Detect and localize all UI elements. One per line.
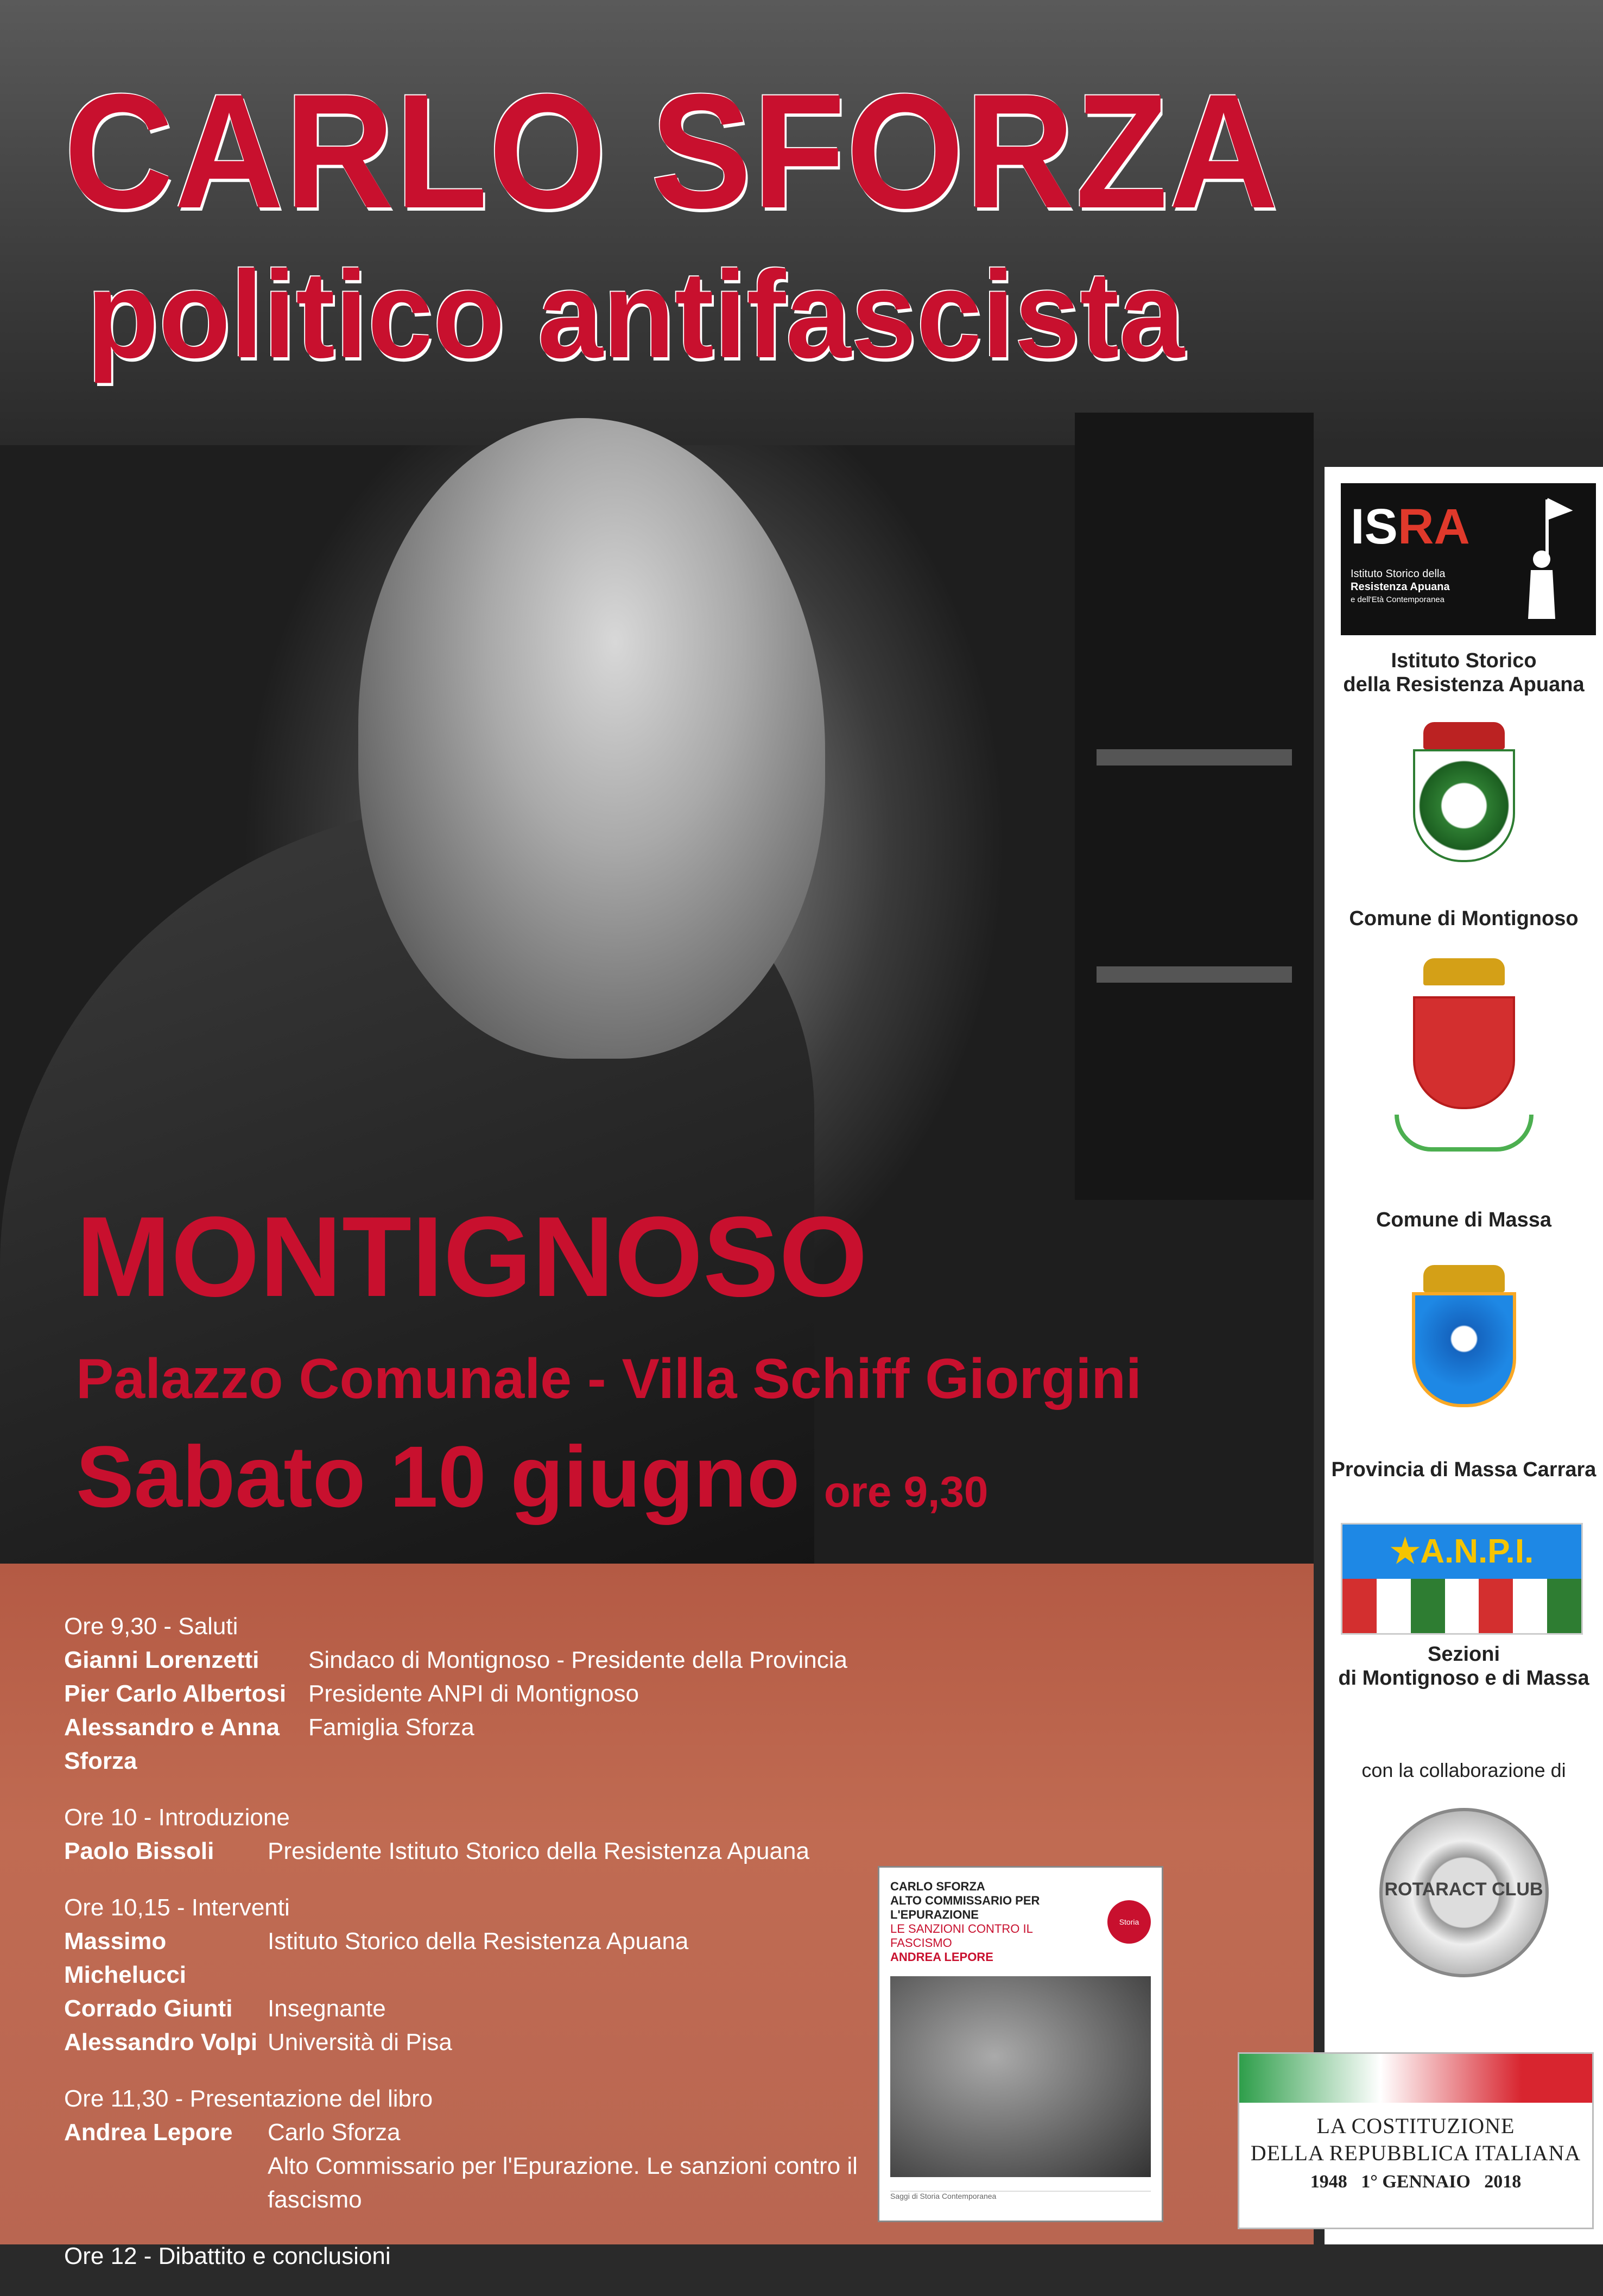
isra-mark-b: RA bbox=[1397, 499, 1470, 554]
costituzione-logo bbox=[1238, 2052, 1594, 2229]
isra-caption-line: Istituto Storico bbox=[1391, 649, 1537, 672]
laurel-wreath-icon bbox=[1395, 1115, 1534, 1152]
event-venue: Palazzo Comunale - Villa Schiff Giorgini bbox=[76, 1348, 1142, 1411]
book-series-badge bbox=[1107, 1900, 1151, 1944]
book-title bbox=[890, 1880, 1069, 1964]
provincia-caption: Provincia di Massa Carrara bbox=[1331, 1458, 1596, 1481]
book-subtitle: Alto Commissario per l'Epurazione. Le sanzioni contro il fascismo bbox=[268, 2153, 858, 2213]
program-section-title: Ore 10 - Introduzione bbox=[64, 1804, 290, 1831]
costituzione-line: LA COSTITUZIONE bbox=[1316, 2114, 1515, 2138]
book-author: ANDREA LEPORE bbox=[890, 1950, 993, 1964]
anpi-caption bbox=[1325, 1642, 1603, 1690]
program-list bbox=[64, 1610, 878, 2296]
book-cover bbox=[879, 1868, 1162, 2221]
program-section-title: Ore 9,30 - Saluti bbox=[64, 1613, 238, 1640]
speaker-name: Massimo Michelucci bbox=[64, 1928, 186, 1988]
crown-icon bbox=[1423, 722, 1505, 749]
book-line: ALTO COMMISSARIO PER L'EPURAZIONE bbox=[890, 1894, 1040, 1921]
isra-sub bbox=[1351, 567, 1450, 606]
program-section bbox=[64, 2240, 878, 2273]
speaker-role: Carlo Sforza bbox=[268, 2119, 401, 2146]
collab-label: con la collaborazione di bbox=[1361, 1759, 1566, 1781]
provincia-crest-icon bbox=[1412, 1292, 1516, 1407]
shelf-board bbox=[1097, 749, 1292, 766]
isra-caption-line: della Resistenza Apuana bbox=[1343, 673, 1585, 696]
tricolore-wave-icon bbox=[1239, 2054, 1592, 2103]
page-title: CARLO SFORZA bbox=[64, 60, 1279, 242]
page-subtitle: politico antifascista bbox=[87, 246, 1185, 384]
book-line: CARLO SFORZA bbox=[890, 1880, 985, 1893]
sponsors-sidebar bbox=[1325, 467, 1603, 2244]
book-badge-label: Storia bbox=[1119, 1918, 1139, 1926]
speaker-role: Insegnante bbox=[268, 1995, 386, 2022]
speaker-role: Presidente Istituto Storico della Resistenza Apuana bbox=[268, 1838, 809, 1864]
anpi-caption-line: di Montignoso e di Massa bbox=[1338, 1667, 1589, 1690]
isra-logo bbox=[1341, 483, 1596, 635]
rotaract-wheel-icon bbox=[1379, 1808, 1549, 1977]
costituzione-line: DELLA REPUBBLICA ITALIANA bbox=[1250, 2141, 1581, 2165]
speaker-name: Andrea Lepore bbox=[64, 2119, 233, 2146]
program-row bbox=[64, 1677, 878, 1711]
massa-caption: Comune di Massa bbox=[1376, 1209, 1552, 1231]
costituzione-dates bbox=[1239, 2171, 1592, 2193]
program-section-title: Ore 10,15 - Interventi bbox=[64, 1894, 290, 1921]
speaker-name: Alessandro Volpi bbox=[64, 2029, 258, 2055]
program-row bbox=[64, 1643, 878, 1677]
provincia-crest-block bbox=[1325, 1265, 1603, 1407]
speaker-role: Famiglia Sforza bbox=[308, 1714, 474, 1741]
book-line: LE SANZIONI CONTRO IL FASCISMO bbox=[890, 1922, 1033, 1950]
isra-sub-line: e dell'Età Contemporanea bbox=[1351, 595, 1444, 604]
speaker-name: Gianni Lorenzetti bbox=[64, 1647, 259, 1673]
speaker-name bbox=[64, 2149, 268, 2217]
book-cover-photo bbox=[890, 1976, 1151, 2177]
program-row bbox=[64, 1925, 878, 1992]
program-row bbox=[64, 1711, 878, 1778]
speaker-role: Presidente ANPI di Montignoso bbox=[308, 1680, 639, 1707]
event-time: ore 9,30 bbox=[823, 1468, 989, 1516]
program-row bbox=[64, 1992, 878, 2026]
costituzione-year: 2018 bbox=[1484, 2172, 1522, 2192]
program-section-title: Ore 12 - Dibattito e conclusioni bbox=[64, 2243, 391, 2269]
costituzione-year: 1948 bbox=[1310, 2172, 1347, 2192]
anpi-label: ★A.N.P.I. bbox=[1342, 1525, 1581, 1579]
partisan-silhouette-icon bbox=[1515, 494, 1585, 624]
speaker-name: Paolo Bissoli bbox=[64, 1838, 214, 1864]
massa-crest-icon bbox=[1413, 996, 1515, 1109]
anpi-logo bbox=[1341, 1523, 1583, 1635]
book-footer: Saggi di Storia Contemporanea bbox=[890, 2191, 1151, 2208]
bookshelf bbox=[1075, 413, 1314, 1200]
montignoso-caption: Comune di Montignoso bbox=[1349, 907, 1579, 930]
isra-sub-line: Istituto Storico della bbox=[1351, 568, 1446, 580]
event-city: MONTIGNOSO bbox=[76, 1193, 868, 1320]
speaker-name: Corrado Giunti bbox=[64, 1995, 233, 2022]
speaker-name: Pier Carlo Albertosi bbox=[64, 1680, 287, 1707]
isra-sub-line: Resistenza Apuana bbox=[1351, 581, 1450, 593]
shelf-board bbox=[1097, 966, 1292, 983]
rotaract-text: ROTARACT CLUB bbox=[1384, 1879, 1543, 1900]
isra-caption bbox=[1325, 649, 1603, 697]
isra-mark bbox=[1351, 498, 1470, 555]
program-section bbox=[64, 1610, 878, 1778]
program-section bbox=[64, 2082, 878, 2217]
montignoso-crest-icon bbox=[1413, 749, 1515, 862]
program-section-title: Ore 11,30 - Presentazione del libro bbox=[64, 2085, 433, 2112]
crown-icon bbox=[1423, 958, 1505, 985]
speaker-role: Sindaco di Montignoso - Presidente della Provincia bbox=[308, 1647, 848, 1673]
speaker-role: Istituto Storico della Resistenza Apuana bbox=[268, 1928, 689, 1955]
program-section bbox=[64, 1891, 878, 2059]
rotaract-logo bbox=[1325, 1808, 1603, 1977]
anpi-caption-line: Sezioni bbox=[1427, 1643, 1500, 1666]
speaker-role: Università di Pisa bbox=[268, 2029, 452, 2055]
program-row bbox=[64, 2026, 878, 2059]
costituzione-date: 1° GENNAIO bbox=[1361, 2172, 1471, 2192]
program-row bbox=[64, 2149, 878, 2217]
crown-icon bbox=[1423, 1265, 1505, 1292]
program-section bbox=[64, 1801, 878, 1868]
isra-mark-a: IS bbox=[1351, 499, 1398, 554]
italian-flag-icon bbox=[1342, 1579, 1581, 1633]
program-row bbox=[64, 1835, 878, 1868]
montignoso-crest-block bbox=[1325, 722, 1603, 862]
event-date bbox=[76, 1422, 988, 1531]
massa-crest-block bbox=[1325, 958, 1603, 1152]
speaker-name: Alessandro e Anna Sforza bbox=[64, 1714, 280, 1774]
event-day: Sabato 10 giugno bbox=[76, 1428, 800, 1525]
program-row bbox=[64, 2116, 878, 2149]
